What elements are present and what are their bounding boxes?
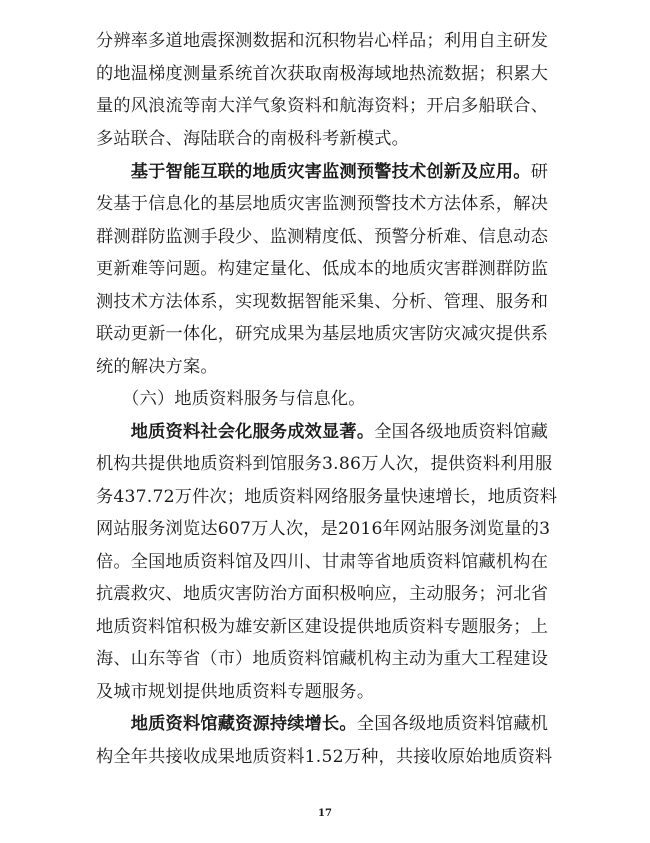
- text-line: [96, 551, 556, 573]
- text-line: [96, 95, 556, 117]
- text-line: [96, 356, 556, 378]
- bold-heading-text: 基于智能互联的地质灾害监测预警技术创新及应用。: [130, 162, 531, 182]
- text-segment: 更新难等问题。构建定量化、低成本的地质灾害群测群防监: [96, 259, 549, 279]
- text-line: [96, 388, 556, 410]
- text-segment: 全国各级地质资料馆藏机: [356, 714, 549, 734]
- text-line: [96, 63, 556, 85]
- text-line: [96, 713, 556, 735]
- text-segment: 测技术方法体系，实现数据智能采集、分析、管理、服务和: [96, 292, 549, 312]
- text-segment: 联动更新一体化，研究成果为基层地质灾害防灾减灾提供系: [96, 324, 549, 344]
- text-line: [96, 616, 556, 638]
- text-line: [96, 486, 556, 508]
- text-segment: [96, 714, 131, 734]
- text-line: [96, 648, 556, 670]
- text-line: [96, 746, 556, 768]
- text-line: [96, 323, 556, 345]
- text-segment: [96, 162, 131, 182]
- text-segment: 分辨率多道地震探测数据和沉积物岩心样品；利用自主研发: [96, 31, 549, 51]
- text-line: [96, 291, 556, 313]
- text-segment: 地质资料馆积极为雄安新区建设提供地质资料专题服务；上: [96, 617, 549, 637]
- text-segment: 的地温梯度测量系统首次获取南极海域地热流数据；积累大: [96, 64, 549, 84]
- text-segment: 构全年共接收成果地质资料1.52万种，共接收原始地质资料: [96, 747, 553, 767]
- text-line: [96, 681, 556, 703]
- text-segment: 倍。全国地质资料馆及四川、甘肃等省地质资料馆藏机构在: [96, 552, 549, 572]
- text-line: [96, 161, 556, 183]
- text-segment: 发基于信息化的基层地质灾害监测预警技术方法体系，解决: [96, 194, 549, 214]
- text-segment: （六）地质资料服务与信息化。: [96, 389, 366, 409]
- text-segment: 群测群防监测手段少、监测精度低、预警分析难、信息动态: [96, 227, 549, 247]
- text-line: [96, 583, 556, 605]
- text-segment: 网站服务浏览达607万人次，是2016年网站服务浏览量的3: [96, 519, 551, 539]
- text-segment: 及城市规划提供地质资料专题服务。: [96, 682, 375, 702]
- text-segment: 多站联合、海陆联合的南极科考新模式。: [96, 129, 409, 149]
- text-line: [96, 421, 556, 443]
- text-line: [96, 193, 556, 215]
- text-segment: 研: [530, 162, 549, 182]
- text-line: [96, 30, 556, 52]
- text-segment: 机构共提供地质资料到馆服务3.86万人次，提供资料利用服: [96, 454, 553, 474]
- text-segment: 全国各级地质资料馆藏: [374, 422, 549, 442]
- text-line: [96, 453, 556, 475]
- text-segment: [96, 422, 131, 442]
- text-segment: 务437.72万件次；地质资料网络服务量快速增长，地质资料: [96, 487, 558, 507]
- bold-heading-text: 地质资料馆藏资源持续增长。: [130, 714, 357, 734]
- text-line: [96, 128, 556, 150]
- text-line: [96, 258, 556, 280]
- text-line: [96, 226, 556, 248]
- text-segment: 海、山东等省（市）地质资料馆藏机构主动为重大工程建设: [96, 649, 549, 669]
- text-segment: 统的解决方案。: [96, 357, 218, 377]
- text-segment: 抗震救灾、地质灾害防治方面积极响应，主动服务；河北省: [96, 584, 549, 604]
- text-segment: 量的风浪流等南大洋气象资料和航海资料；开启多船联合、: [96, 96, 549, 116]
- bold-heading-text: 地质资料社会化服务成效显著。: [130, 422, 375, 442]
- text-line: [96, 518, 556, 540]
- page-number: 17: [318, 808, 332, 819]
